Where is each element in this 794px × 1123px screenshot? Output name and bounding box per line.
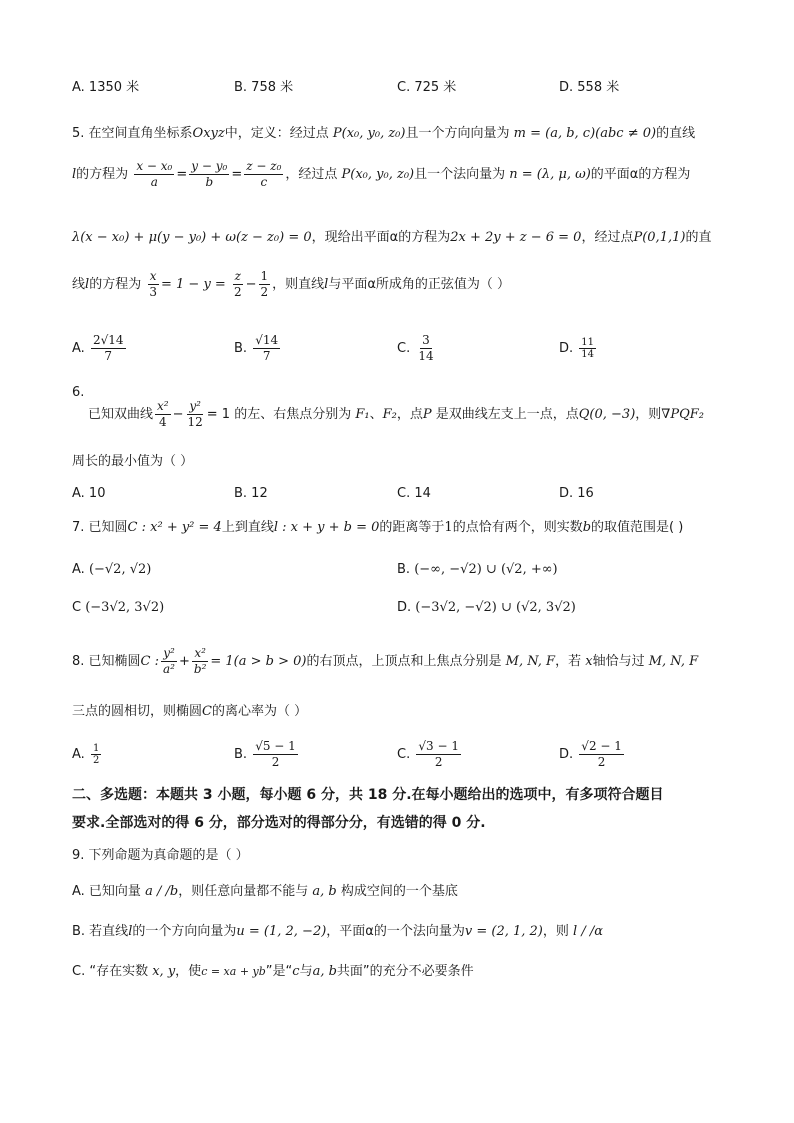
q5-text: 的直线 [656, 126, 696, 141]
q6-line-1 [88, 398, 704, 432]
section-heading-line-1: 二、多选题：本题共 3 小题，每小题 6 分，共 18 分.在每小题给出的选项中，有多项符合题目 [72, 787, 664, 803]
option-fraction [579, 739, 624, 770]
q8-text: ，若 [555, 654, 582, 669]
q5-text: 线 [72, 277, 86, 292]
q6-text: 是双曲线左支上一点，点 [435, 407, 579, 422]
fraction-denominator: 4 [158, 415, 167, 429]
q4-option-a: A. 1350 米 [72, 80, 140, 95]
q8-text: 的右顶点，上顶点和上焦点分别是 [306, 654, 502, 669]
fraction-denominator: a² [163, 662, 175, 676]
q8-math: C : [140, 654, 160, 669]
fraction-denominator: 14 [418, 349, 434, 363]
q9-option-b [72, 922, 603, 942]
q6-fraction [155, 399, 171, 430]
q5-option-a [72, 332, 128, 366]
q7-option-d [397, 598, 576, 618]
q5-fraction [147, 269, 159, 300]
q6-option-d: D. 16 [559, 486, 594, 501]
fraction-denominator: 7 [262, 349, 271, 363]
q6-option-c: C. 14 [397, 486, 431, 501]
q9-option-c [72, 962, 474, 982]
fraction-numerator: 2√14 [92, 333, 124, 347]
q5-fraction [189, 159, 229, 190]
fraction-denominator: 2 [260, 285, 269, 299]
q9-text: ”是“ [265, 964, 293, 979]
q5-line-1 [72, 124, 695, 144]
q6-text: ，点 [396, 407, 423, 422]
q6-math: Q(0, −3) [578, 407, 636, 422]
option-label: A. [72, 341, 85, 356]
q5-text: 5. 在空间直角坐标系 [72, 126, 193, 141]
q8-math: M, N, F [505, 654, 556, 669]
q9-stem: 9. 下列命题为真命题的是（ ） [72, 848, 249, 863]
q8-fraction [161, 646, 177, 677]
fraction-numerator: y² [189, 399, 201, 413]
fraction-denominator: a [150, 175, 158, 189]
q9-text: C. “存在实数 [72, 964, 149, 979]
q8-option-b [234, 738, 300, 772]
option-fraction [91, 743, 101, 766]
q5-math: P(0,1,1) [633, 230, 686, 245]
q9-math: v = (2, 1, 2) [464, 924, 543, 939]
fraction-denominator: 14 [581, 349, 595, 360]
q9-text: 构成空间的一个基底 [340, 884, 458, 899]
fraction-denominator: 2 [233, 285, 242, 299]
fraction-numerator: 3 [422, 333, 430, 347]
fraction-numerator: 11 [581, 337, 595, 348]
q7-option-c [72, 598, 164, 618]
section-heading-line-2: 要求.全部选对的得 6 分，部分选对的得部分分，有选错的得 0 分. [72, 815, 486, 831]
option-label: C. [397, 747, 411, 762]
fraction-numerator: √5 − 1 [255, 739, 296, 753]
q9-text: ，使 [175, 964, 202, 979]
option-label: B. [234, 747, 248, 762]
q9-text: A. 已知向量 [72, 884, 141, 899]
q8-option-d [559, 738, 626, 772]
fraction-numerator: z [234, 269, 241, 283]
q8-fraction [192, 646, 209, 677]
q6-text: ，则 [635, 407, 662, 422]
option-label: C [72, 600, 82, 615]
q4-option-c: C. 725 米 [397, 80, 457, 95]
q5-text: 且一个法向量为 [414, 167, 506, 182]
q7-text: 的点恰有两个，则实数 [452, 520, 583, 535]
q4-option-d: D. 558 米 [559, 80, 620, 95]
q5-fraction [244, 159, 283, 190]
q5-text: ，经过点 [285, 167, 338, 182]
fraction-numerator: y² [163, 646, 175, 660]
q8-text: 的离心率为（ ） [211, 704, 308, 719]
fraction-denominator: 2 [271, 755, 280, 769]
q9-math: a, b [312, 964, 337, 979]
option-fraction [253, 739, 298, 770]
q9-text: 与 [299, 964, 313, 979]
fraction-denominator: 2 [597, 755, 606, 769]
fraction-numerator: x − x₀ [136, 159, 173, 173]
q5-fraction [232, 269, 244, 300]
q8-math: M, N, F [648, 654, 699, 669]
q5-option-b [234, 332, 282, 366]
q5-math: P(x₀, y₀, z₀) [341, 167, 415, 182]
fraction-numerator: x² [194, 646, 206, 660]
q5-math: λ(x − x₀) + μ(y − y₀) + ω(z − z₀) = 0 [72, 230, 312, 245]
q5-text: 的方程为 [76, 167, 129, 182]
option-label: B. [397, 562, 411, 577]
q9-text: 共面”的充分不必要条件 [336, 964, 474, 979]
q5-text: 的直 [685, 230, 712, 245]
q5-math: m = (a, b, c)(abc ≠ 0) [513, 126, 657, 141]
q5-math: P(x₀, y₀, z₀) [332, 126, 406, 141]
q9-text: 的一个方向向量为 [132, 924, 237, 939]
q7-line-1 [72, 518, 683, 538]
fraction-denominator: c [260, 175, 268, 189]
q9-math: c [292, 964, 300, 979]
option-fraction [416, 739, 461, 770]
q5-math: l [324, 277, 329, 292]
q6-option-b: B. 12 [234, 486, 268, 501]
q8-option-c [397, 738, 463, 772]
q7-text: 的距离等于 [379, 520, 445, 535]
option-label: D. [559, 747, 574, 762]
q8-text: 轴恰与过 [592, 654, 645, 669]
q8-option-a [72, 738, 103, 772]
option-label: D. [559, 341, 574, 356]
q5-math: l [72, 167, 77, 182]
q5-text: ，现给出平面α的方程为 [311, 230, 451, 245]
q6-math: − [172, 407, 184, 422]
q6-line-2: 周长的最小值为（ ） [72, 454, 194, 469]
option-math: (−√2, √2) [88, 562, 152, 577]
fraction-denominator: 2 [434, 755, 443, 769]
q8-line-2 [72, 702, 307, 722]
fraction-numerator: √3 − 1 [418, 739, 459, 753]
fraction-numerator: y − y₀ [191, 159, 228, 173]
fraction-numerator: √2 − 1 [581, 739, 622, 753]
fraction-numerator: 1 [92, 743, 100, 754]
q5-line-3 [72, 228, 711, 248]
q8-math: = 1(a > b > 0) [210, 654, 307, 669]
option-label: C. [397, 341, 411, 356]
q7-math: b [582, 520, 592, 535]
fraction-numerator: 1 [260, 269, 269, 283]
q5-text: 与平面α所成角的正弦值为（ ） [328, 277, 511, 292]
q9-option-a [72, 882, 458, 902]
q7-math: C : x² + y² = 4 [127, 520, 222, 535]
q5-text: ，经过点 [581, 230, 634, 245]
q5-text: 中，定义：经过点 [224, 126, 329, 141]
fraction-denominator: 7 [104, 349, 113, 363]
q6-number: 6. [72, 385, 85, 400]
q5-option-d [559, 332, 598, 366]
q9-text: ，则任意向量都不能与 [178, 884, 309, 899]
q5-text: 且一个方向向量为 [405, 126, 510, 141]
q6-option-a: A. 10 [72, 486, 106, 501]
q9-math: a, b [312, 884, 337, 899]
fraction-denominator: 2 [92, 755, 100, 766]
option-fraction [91, 333, 126, 364]
q6-text: 已知双曲线 [88, 407, 154, 422]
q5-math: 2x + 2y + z − 6 = 0 [450, 230, 582, 245]
q6-math: F₂ [382, 407, 397, 422]
q6-math: ∇PQF₂ [661, 407, 705, 422]
fraction-denominator: 12 [187, 415, 203, 429]
q5-fraction [259, 269, 271, 300]
q6-math: F₁ [355, 407, 370, 422]
fraction-numerator: x² [157, 399, 169, 413]
q9-math: l [128, 924, 133, 939]
q6-fraction [186, 399, 205, 430]
q5-math: − [245, 277, 257, 292]
option-label: B. [234, 341, 248, 356]
option-label: D. [397, 600, 412, 615]
q7-math: 1 [444, 520, 453, 535]
q6-text: = 1 的左、右焦点分别为 [206, 407, 352, 422]
q8-text: 三点的圆相切，则椭圆 [72, 704, 203, 719]
fraction-denominator: 3 [149, 285, 157, 299]
q8-math: x [585, 654, 593, 669]
q7-math: l : x + y + b = 0 [273, 520, 380, 535]
q9-math: c = xa + yb [201, 965, 266, 978]
q9-math: a / /b [145, 884, 179, 899]
q5-fraction [134, 159, 174, 190]
option-fraction [253, 333, 280, 364]
q9-text: ，平面α的一个法向量为 [326, 924, 465, 939]
q5-math: = 1 − y = [160, 277, 226, 292]
q9-text: B. 若直线 [72, 924, 129, 939]
q5-text: 的平面α的方程为 [590, 167, 691, 182]
q5-text: ，则直线 [272, 277, 325, 292]
q7-text: 的取值范围是( ) [591, 520, 684, 535]
q8-line-1 [72, 642, 698, 682]
q9-math: x, y [152, 964, 176, 979]
fraction-numerator: z − z₀ [246, 159, 282, 173]
q6-math: P [422, 407, 432, 422]
option-math: (−3√2, −√2) ∪ (√2, 3√2) [415, 600, 576, 615]
q9-math: l / /α [573, 924, 603, 939]
q4-option-b: B. 758 米 [234, 80, 294, 95]
q5-text: 的方程为 [89, 277, 142, 292]
fraction-denominator: b² [193, 662, 207, 676]
option-math: (−3√2, 3√2) [85, 600, 165, 615]
q8-math: + [178, 654, 190, 669]
q8-text: 8. 已知椭圆 [72, 654, 141, 669]
q7-text: 上到直线 [221, 520, 274, 535]
q6-text: 、 [369, 407, 383, 422]
option-label: A. [72, 562, 85, 577]
q5-line-4 [72, 268, 510, 302]
option-label: A. [72, 747, 85, 762]
q8-math: C [202, 704, 212, 719]
q5-line-2: l的方程为 $\frac{\text{x − x₀}}{a}$ = $\frac{\text{y − y₀}}{b}$ = $\frac{\text{z − z₀}}{c}$ ，经过点 P(x₀, y₀, z₀)且一个法向量为 n = (λ, μ, ω)的平面α的方程为 [72, 159, 691, 189]
q7-text: 7. 已知圆 [72, 520, 128, 535]
q5-math: l [85, 277, 90, 292]
q5-math: n = (λ, μ, ω) [509, 167, 591, 182]
q9-text: ，则 [542, 924, 569, 939]
q5-math: Oxyz [192, 126, 225, 141]
option-math: (−∞, −√2) ∪ (√2, +∞) [414, 562, 558, 577]
fraction-denominator: b [205, 175, 214, 189]
q7-option-a [72, 560, 151, 580]
q7-option-b [397, 560, 558, 580]
q5-option-c [397, 332, 438, 366]
fraction-numerator: √14 [255, 333, 279, 347]
fraction-numerator: x [149, 269, 157, 283]
q9-math: u = (1, 2, −2) [236, 924, 327, 939]
option-fraction [579, 337, 596, 360]
option-fraction [416, 333, 435, 364]
